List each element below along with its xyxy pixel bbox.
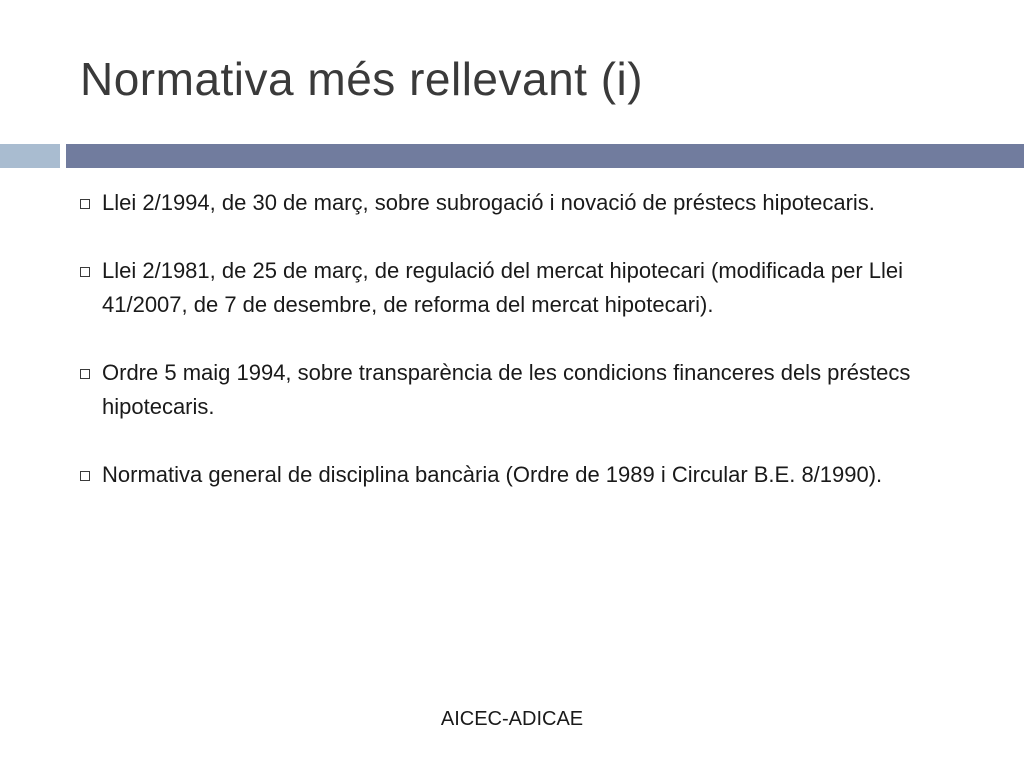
accent-bar-dark — [66, 144, 1024, 168]
hollow-square-bullet-icon — [80, 267, 90, 277]
bullet-item — [80, 356, 960, 424]
bullet-list — [80, 186, 960, 526]
bullet-text: Ordre 5 maig 1994, sobre transparència de les condicions financeres dels préstecs hipotecaris. — [102, 360, 911, 419]
bullet-text: Llei 2/1994, de 30 de març, sobre subrogació i novació de préstecs hipotecaris. — [102, 190, 875, 215]
hollow-square-bullet-icon — [80, 199, 90, 209]
bullet-item — [80, 458, 960, 492]
bullet-text: Normativa general de disciplina bancària (Ordre de 1989 i Circular B.E. 8/1990). — [102, 462, 883, 487]
bullet-item — [80, 254, 960, 322]
slide-title: Normativa més rellevant (i) — [80, 53, 644, 105]
footer-label: AICEC-ADICAE — [440, 708, 584, 730]
accent-bar-light — [0, 144, 60, 168]
bullet-item — [80, 186, 960, 220]
hollow-square-bullet-icon — [80, 471, 90, 481]
hollow-square-bullet-icon — [80, 369, 90, 379]
bullet-text: Llei 2/1981, de 25 de març, de regulació del mercat hipotecari (modificada per Llei 41/2007, de 7 de desembre, de reforma del mercat hipotecari). — [102, 258, 904, 317]
